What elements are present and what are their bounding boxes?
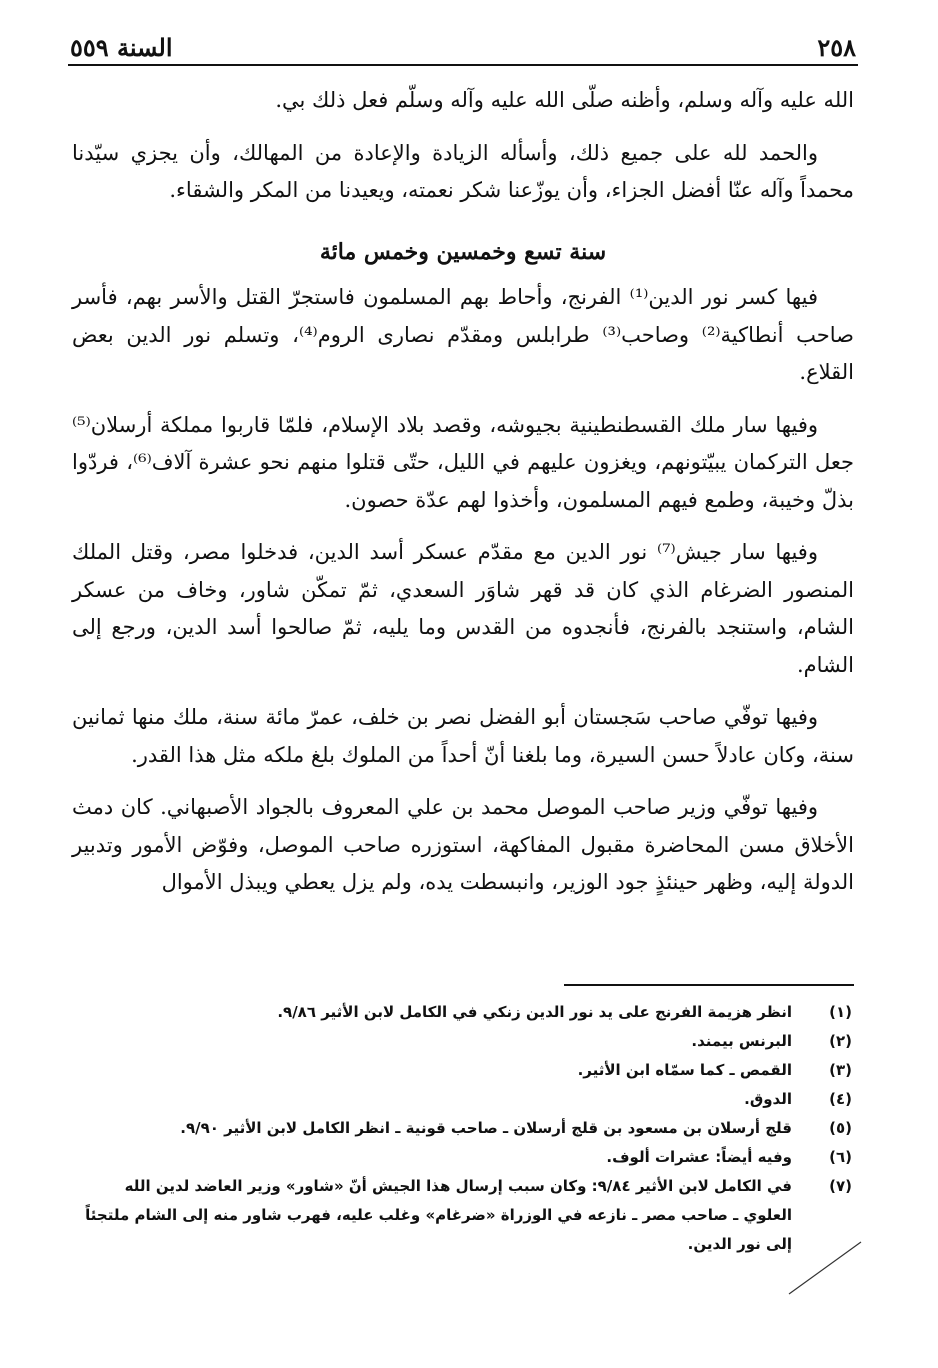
- footnote: [80, 1027, 852, 1056]
- footnote: [80, 1114, 852, 1143]
- paragraph: وفيها توفّي وزير صاحب الموصل محمد بن علي المعروف بالجواد الأصبهاني. كان دمث الأخلاق مسن المحاضرة مقبول المفاكهة، استوزره صاحب الموصل، وفوّض الأمور وتدبير الدولة إليه، وظهر حينئذٍ جود الوزير، وانبسطت يده، ولم يزل يعطي ويبذل الأموال: [72, 795, 854, 894]
- page-header: [70, 22, 856, 62]
- paragraph: الله عليه وآله وسلم، وأظنه صلّى الله عليه وآله وسلّم فعل ذلك بي.: [275, 88, 854, 112]
- footnote-rule: [564, 984, 854, 986]
- footnote-text: في الكامل لابن الأثير ٩/٨٤: وكان سبب إرسال هذا الجيش أنّ «شاور» وزير العاضد لدين الله العلوي ـ صاحب مصر ـ نازعه في الوزراة «ضرغام» وغلب عليه، فهرب شاور منه إلى الشام ملتجئاً إلى نور الدين.: [85, 1177, 792, 1253]
- footnote-text: انظر هزيمة الفرنج على يد نور الدين زنكي في الكامل لابن الأثير ٩/٨٦.: [277, 1003, 792, 1021]
- header-rule: [68, 64, 858, 66]
- paragraph: وفيها سار ملك القسطنطينية بجيوشه، وقصد بلاد الإسلام، فلمّا قاربوا مملكة أرسلان⁽⁵⁾ جعل التركمان يبيّتونهم، ويغزون عليهم في الليل، حتّى قتلوا منهم نحو عشرة آلاف⁽⁶⁾، فردّوا بذلّ وخيبة، وطمع فيهم المسلمون، وأخذوا لهم عدّة حصون.: [72, 412, 854, 512]
- paragraph: وفيها سار جيش⁽⁷⁾ نور الدين مع مقدّم عسكر أسد الدين، فدخلوا مصر، وقتل الملك المنصور الضرغام الذي كان قد قهر شاوَر السعدي، ثمّ تمكّن شاور، وخاف من عسكر الشام، واستنجد بالفرنج، فأنجدوه من القدس وما يليه، ثمّ صالحوا أسد الدين، ورجع إلى الشام.: [72, 540, 854, 677]
- footnote: [80, 998, 852, 1027]
- paragraph: وفيها توفّي صاحب سَجستان أبو الفضل نصر بن خلف، عمرّ مائة سنة، ملك منها ثمانين سنة، وكان عادلاً حسن السيرة، وما بلغنا أنّ أحداً من الملوك بلغ ملكه مثل هذا القدر.: [72, 705, 854, 767]
- footnote-text: القمص ـ كما سمّاه ابن الأثير.: [577, 1061, 792, 1079]
- page-number: ٢٥٨: [817, 33, 856, 62]
- footnote-number: (٥): [829, 1119, 852, 1137]
- main-text: [72, 82, 854, 917]
- paragraph: والحمد لله على جميع ذلك، وأسأله الزيادة والإعادة من المهالك، وأن يجزي سيّدنا محمداً وآله عنّا أفضل الجزاء، وأن يوزّعنا شكر نعمته، ويعيدنا من المكر والشقاء.: [72, 140, 854, 202]
- footnote-text: قلج أرسلان بن مسعود بن قلج أرسلان ـ صاحب قونية ـ انظر الكامل لابن الأثير ٩/٩٠.: [180, 1119, 792, 1137]
- footnote: [80, 1172, 852, 1259]
- footnote-text: وفيه أيضاً: عشرات ألوف.: [606, 1148, 792, 1166]
- footnote-text: البرنس بيمند.: [691, 1032, 792, 1050]
- footnote-number: (١): [829, 1003, 852, 1021]
- footnote-text: الدوق.: [744, 1090, 792, 1108]
- footnote: [80, 1143, 852, 1172]
- footnote-number: (٢): [829, 1032, 852, 1050]
- running-title: السنة ٥٥٩: [70, 33, 173, 62]
- footnote-number: (٣): [829, 1061, 852, 1079]
- footnote: [80, 1085, 852, 1114]
- footnote-number: (٦): [829, 1148, 852, 1166]
- footnote-number: (٤): [829, 1090, 852, 1108]
- footnote: [80, 1056, 852, 1085]
- paragraph: فيها كسر نور الدين⁽¹⁾ الفرنج، وأحاط بهم المسلمون فاستجرّ القتل والأسر بهم، فأسر صاحب أنطاكية⁽²⁾ وصاحب⁽³⁾ طرابلس ومقدّم نصارى الروم⁽⁴⁾، وتسلم نور الدين بعض القلاع.: [72, 285, 854, 384]
- pen-mark: [785, 1238, 865, 1298]
- footnote-number: (٧): [829, 1177, 852, 1195]
- footnotes: [80, 998, 852, 1259]
- section-heading: سنة تسع وخمسين وخمس مائة: [319, 238, 607, 265]
